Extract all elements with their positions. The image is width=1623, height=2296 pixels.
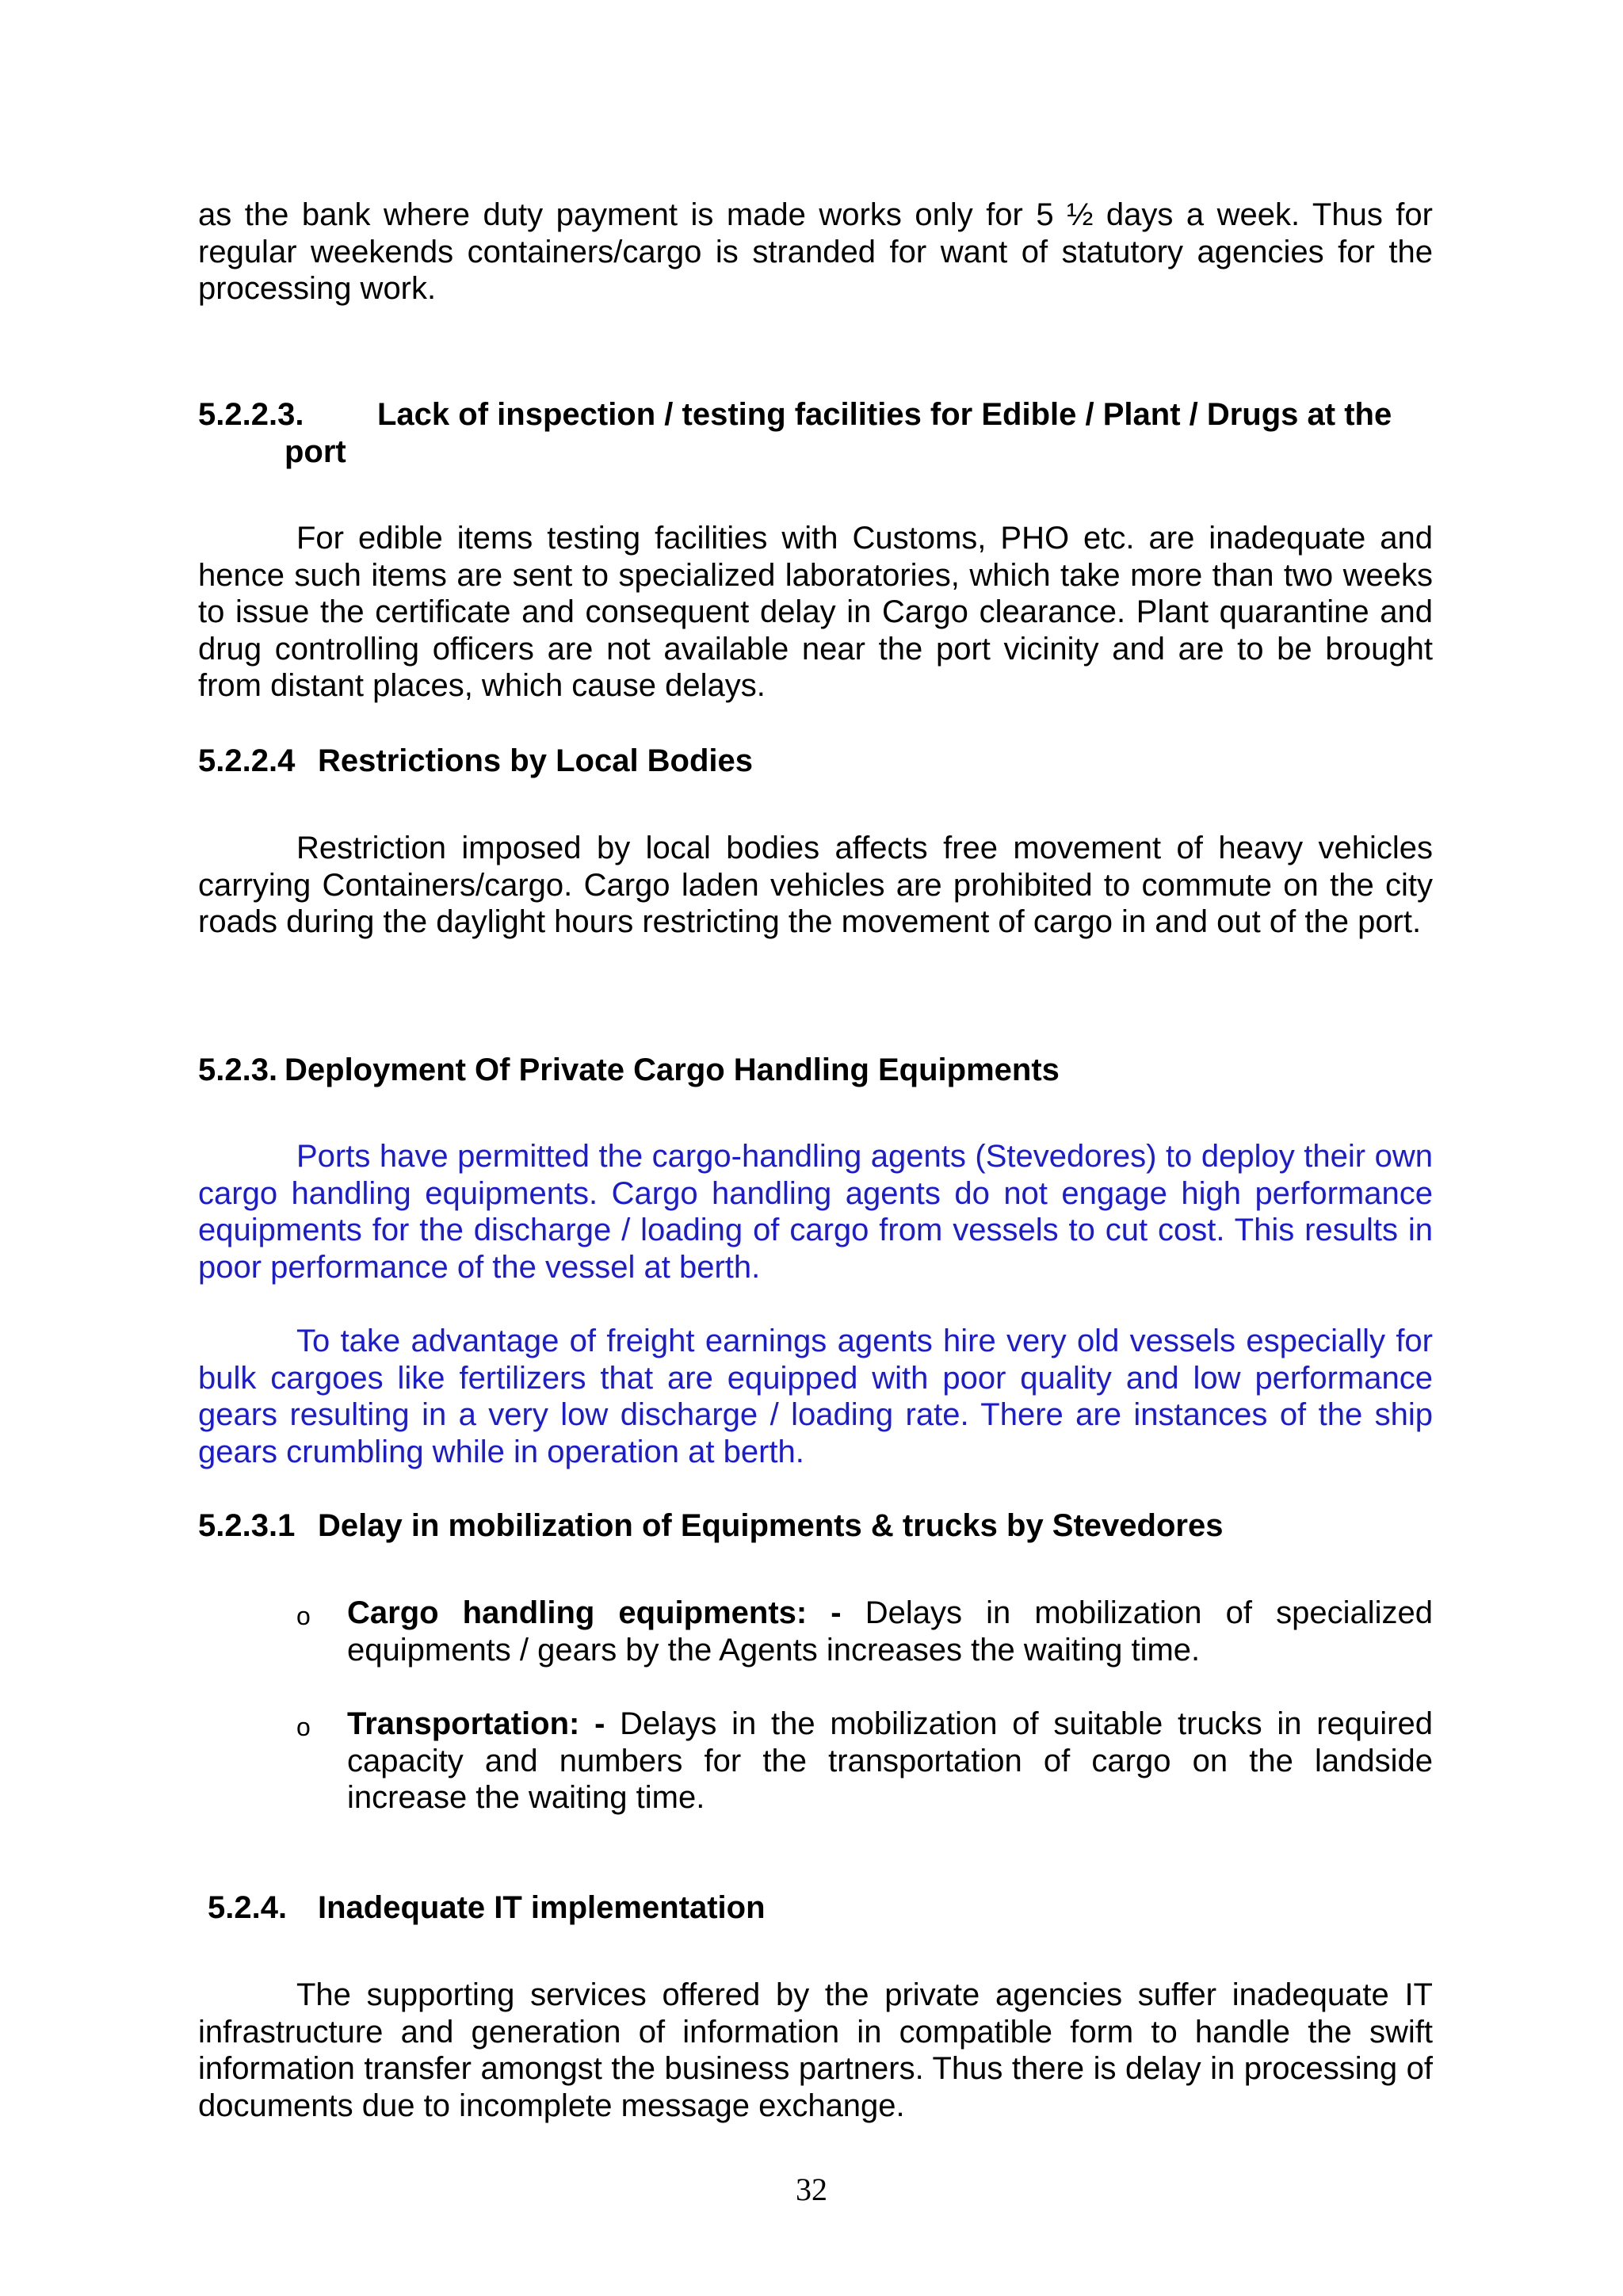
section-title-continued: port xyxy=(285,434,346,469)
section-number: 5.2.2.4 xyxy=(198,743,296,778)
section-heading-5-2-4 xyxy=(208,1889,1442,1927)
bullet-text xyxy=(347,1706,1433,1817)
bullet-marker: o xyxy=(296,1602,311,1630)
page-number: 32 xyxy=(796,2172,827,2207)
paragraph-old-vessels: To take advantage of freight earnings agents hire very old vessels especially for bulk cargoes like fertilizers that are equipped with poor quality and low performance gears resulting in a very low discharge / loading rate. There are instances of the ship gears crumbling while in operation at berth. xyxy=(198,1324,1433,1469)
section-number: 5.2.4. xyxy=(208,1890,288,1925)
section-title: Deployment Of Private Cargo Handling Equipments xyxy=(285,1052,1060,1087)
section-number: 5.2.3.1 xyxy=(198,1508,296,1543)
bullet-lead: Transportation: - xyxy=(347,1706,605,1741)
section-title: Restrictions by Local Bodies xyxy=(318,743,754,778)
section-number: 5.2.2.3. xyxy=(198,397,304,432)
bullet-body: Delays in the mobilization of suitable trucks in required capacity and numbers for the transportation of cargo on the landside increase the waiting time. xyxy=(347,1706,1433,1815)
section-heading-5-2-2-3 xyxy=(198,396,1433,470)
paragraph-it-implementation: The supporting services offered by the private agencies suffer inadequate IT infrastructure and generation of information in compatible form to handle the swift information transfer amongst the business partners. Thus there is delay in processing of documents due to incomplete message exchange. xyxy=(198,1977,1433,2123)
paragraph-private-equipment: Ports have permitted the cargo-handling agents (Stevedores) to deploy their own cargo handling equipments. Cargo handling agents do not engage high performance equipments for the discharge / loading of cargo from vessels to cut cost. This results in poor performance of the vessel at berth. xyxy=(198,1139,1433,1285)
section-heading-5-2-3-1 xyxy=(198,1507,1433,1545)
section-heading-5-2-2-4 xyxy=(198,743,1433,780)
section-heading-5-2-3 xyxy=(198,1052,1433,1089)
bullet-body: Delays in mobilization of specialized equipments / gears by the Agents increases the waiting time. xyxy=(347,1595,1433,1668)
section-number: 5.2.3. xyxy=(198,1052,278,1087)
section-title: Delay in mobilization of Equipments & trucks by Stevedores xyxy=(318,1508,1224,1543)
bullet-marker: o xyxy=(296,1713,311,1741)
bullet-text xyxy=(347,1595,1433,1668)
intro-paragraph: as the bank where duty payment is made works only for 5 ½ days a week. Thus for regular weekends containers/cargo is stranded for want of statutory agencies for the processing work. xyxy=(198,197,1433,306)
section-title: Lack of inspection / testing facilities for Edible / Plant / Drugs at the xyxy=(377,397,1392,432)
paragraph-edible-testing: For edible items testing facilities with Customs, PHO etc. are inadequate and hence such items are sent to specialized laboratories, which take more than two weeks to issue the certificate and consequent delay in Cargo clearance. Plant quarantine and drug controlling officers are not available near the port vicinity and are to be brought from distant places, which cause delays. xyxy=(198,521,1433,703)
paragraph-local-bodies: Restriction imposed by local bodies affects free movement of heavy vehicles carrying Containers/cargo. Cargo laden vehicles are prohibited to commute on the city roads during the daylight hours restricting the movement of cargo in and out of the port. xyxy=(198,831,1433,939)
section-title: Inadequate IT implementation xyxy=(318,1890,766,1925)
bullet-lead: Cargo handling equipments: - xyxy=(347,1595,842,1630)
